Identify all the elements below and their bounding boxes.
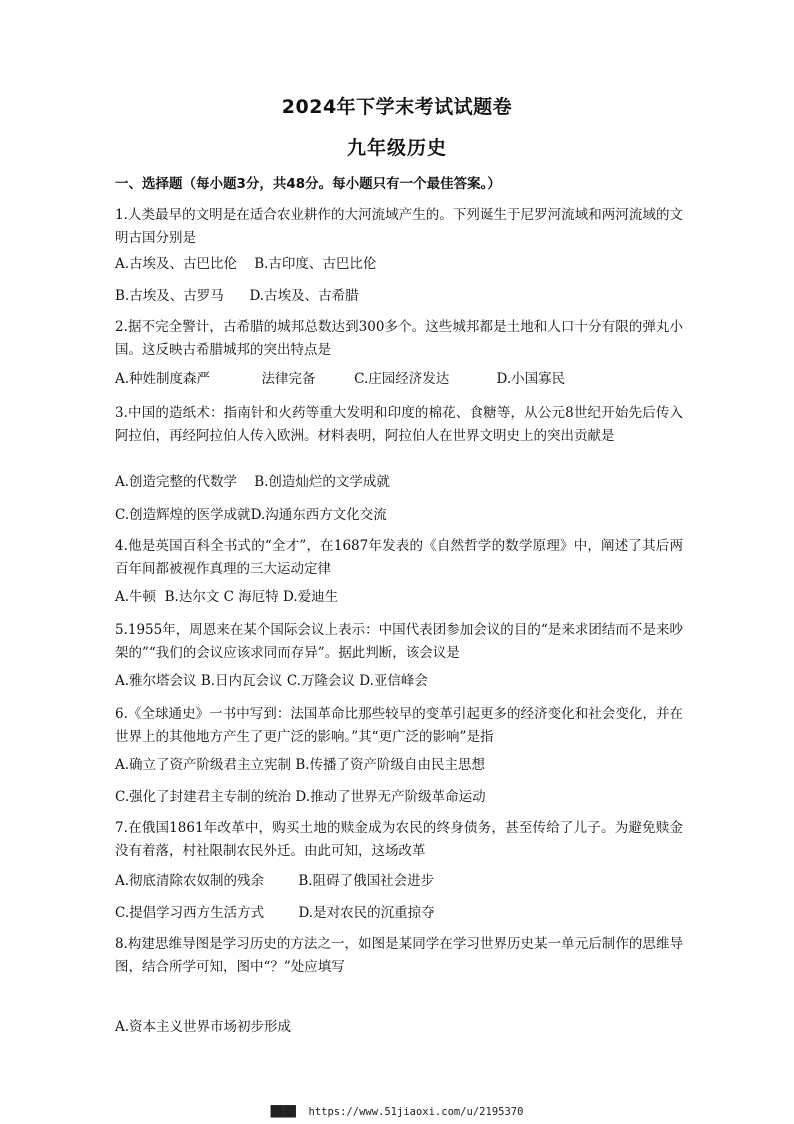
exam-subtitle: 九年级历史 xyxy=(346,137,447,159)
question-7-stem: 7.在俄国1861年改革中，购买土地的赎金成为农民的终身债务，甚至传给了儿子。为避免赎金没有着落，村社限制农民外迁。由此可知，这场改革 xyxy=(115,820,683,859)
question-8-stem: 8.构建思维导图是学习历史的方法之一，如图是某同学在学习世界历史某一单元后制作的思维导图，结合所学可知，图中“？”处应填写 xyxy=(115,936,683,975)
question-2-stem: 2.据不完全警计，古希腊的城邦总数达到300多个。这些城邦都是土地和人口十分有限的弹丸小国。这反映古希腊城邦的突出特点是 xyxy=(115,319,683,358)
question-4-option-line-1: A.牛顿 B.达尔文 C 海厄特 D.爱迪生 xyxy=(115,589,339,605)
question-6-option-line-2: C.强化了封建君主专制的统治 D.推动了世界无产阶级革命运动 xyxy=(115,789,486,805)
question-1-option-line-1: A.古埃及、古巴比伦 B.古印度、古巴比伦 xyxy=(115,256,377,272)
question-3-stem: 3.中国的造纸术：指南针和火药等重大发明和印度的棉花、食糖等，从公元8世纪开始先后传入阿拉伯，再经阿拉伯人传入欧洲。材料表明，阿拉伯人在世界文明史上的突出贡献是 xyxy=(115,405,683,444)
question-5-option-line-1: A.雅尔塔会议 B.日内瓦会议 C.万隆会议 D.亚信峰会 xyxy=(115,673,428,689)
question-7-option-line-1: A.彻底清除农奴制的残余 B.阻碍了俄国社会进步 xyxy=(115,873,435,889)
question-7-option-line-2: C.提倡学习西方生活方式 D.是对农民的沉重掠夺 xyxy=(115,905,435,921)
question-3-option-line-2: C.创造辉煌的医学成就D.沟通东西方文化交流 xyxy=(115,507,387,523)
question-2-option-line-1: A.种姓制度森严 法律完备 C.庄园经济发达 D.小国寡民 xyxy=(115,371,566,387)
question-8-option-line-1: A.资本主义世界市场初步形成 xyxy=(115,1019,292,1035)
footer-url: ████ https://www.51jiaoxi.com/u/2195370 xyxy=(270,1106,524,1118)
question-1-stem: 1.人类最早的文明是在适合农业耕作的大河流域产生的。下列诞生于尼罗河流域和两河流域的文明古国分别是 xyxy=(115,207,683,246)
question-4-stem: 4.他是英国百科全书式的“全才”，在1687年发表的《自然哲学的数学原理》中，阐述了其后两百年间都被视作真理的三大运动定律 xyxy=(115,538,683,577)
exam-title: 2024年下学末考试试题卷 xyxy=(281,96,513,118)
question-5-stem: 5.1955年，周恩来在某个国际会议上表示：中国代表团参加会议的目的“是来求团结而不是来吵架的”“我们的会议应该求同而存异”。据此判断，该会议是 xyxy=(115,622,683,661)
question-6-stem: 6.《全球通史》一书中写到：法国革命比那些较早的变革引起更多的经济变化和社会变化，并在世界上的其他地方产生了更广泛的影响。”其“更广泛的影响”是指 xyxy=(115,706,683,745)
question-6-option-line-1: A.确立了资产阶级君主立宪制 B.传播了资产阶级自由民主思想 xyxy=(115,757,486,773)
question-3-option-line-1: A.创造完整的代数学 B.创造灿烂的文学成就 xyxy=(115,474,390,490)
section-heading: 一、选择题（每小题3分，共48分。每小题只有一个最佳答案。） xyxy=(115,176,501,192)
question-1-option-line-2: B.古埃及、古罗马 D.古埃及、古希腊 xyxy=(115,288,359,304)
